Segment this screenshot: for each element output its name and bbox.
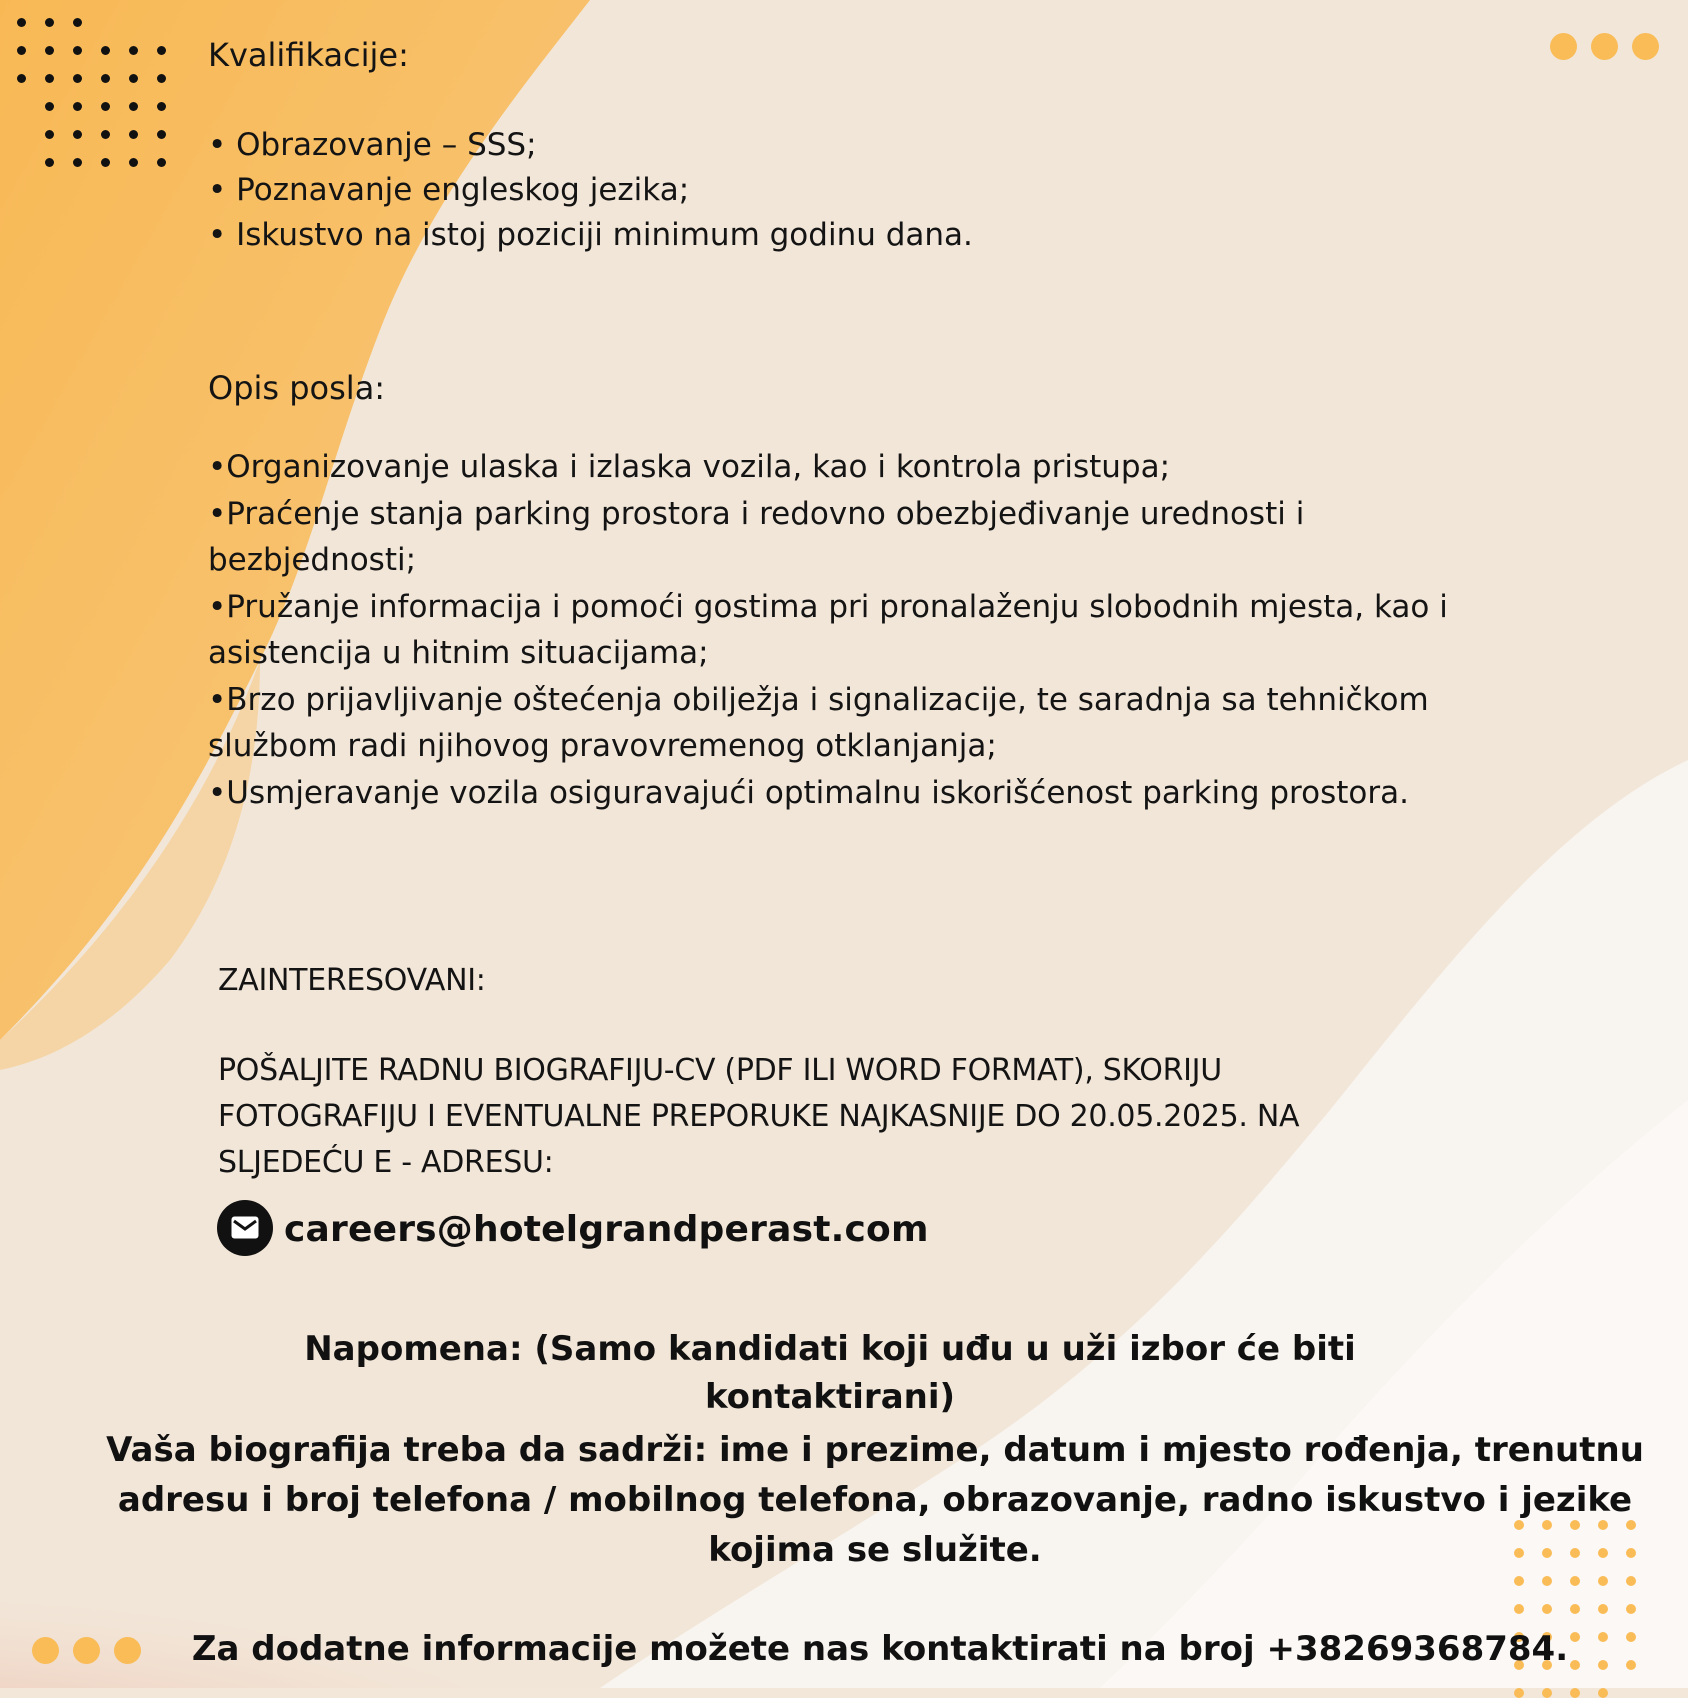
decorative-dot [1626, 1660, 1636, 1670]
qualification-item: • Obrazovanje – SSS; [208, 127, 537, 163]
decorative-dot [129, 46, 138, 55]
decorative-dot [157, 74, 166, 83]
decorative-dot [73, 1637, 100, 1664]
decorative-dot [1591, 33, 1618, 60]
decorative-dot [45, 158, 54, 167]
decorative-dot [157, 46, 166, 55]
decorative-dot [101, 46, 110, 55]
decorative-dot [129, 158, 138, 167]
decorative-dot [1598, 1660, 1608, 1670]
duty-item: •Organizovanje ulaska i izlaska vozila, kao i kontrola pristupa; [208, 449, 1171, 485]
decorative-dot [1598, 1688, 1608, 1698]
decorative-dot [157, 102, 166, 111]
decorative-dot [1514, 1576, 1524, 1586]
decorative-dot [17, 18, 26, 27]
contact-text: Za dodatne informacije možete nas kontaktirati na broj +38269368784. [191, 1629, 1569, 1669]
decorative-dot [73, 130, 82, 139]
email-link[interactable]: careers@hotelgrandperast.com [284, 1209, 929, 1250]
decorative-dot [1542, 1688, 1552, 1698]
decorative-dot [17, 46, 26, 55]
decorative-dot [1570, 1688, 1580, 1698]
decorative-dot [32, 1637, 59, 1664]
qualification-item: • Iskustvo na istoj poziciji minimum godinu dana. [208, 217, 973, 253]
duty-item: •Praćenje stanja parking prostora i redovno obezbjeđivanje urednosti i bezbjednosti; [208, 495, 1305, 578]
decorative-dot [157, 130, 166, 139]
decorative-dot [129, 102, 138, 111]
decorative-dot [73, 18, 82, 27]
decorative-dot [1626, 1576, 1636, 1586]
decorative-dot [1598, 1632, 1608, 1642]
interested-title: ZAINTERESOVANI: [218, 963, 486, 998]
decorative-dot [45, 130, 54, 139]
decorative-dot [1542, 1604, 1552, 1614]
decorative-dot [17, 74, 26, 83]
decorative-dot [45, 46, 54, 55]
decorative-dot [157, 158, 166, 167]
qualifications-section [208, 33, 1508, 258]
decorative-dot [114, 1637, 141, 1664]
decorative-dot [1542, 1576, 1552, 1586]
decorative-dot [1570, 1576, 1580, 1586]
decorative-dot [73, 46, 82, 55]
qualification-item: • Poznavanje engleskog jezika; [208, 172, 690, 208]
decorative-dot [101, 102, 110, 111]
job-description-title: Opis posla: [208, 369, 386, 407]
job-description-section [208, 366, 1498, 411]
decorative-dot [1598, 1604, 1608, 1614]
interested-body: POŠALJITE RADNU BIOGRAFIJU-CV (PDF ILI WORD FORMAT), SKORIJU FOTOGRAFIJU I EVENTUALNE PREPORUKE NAJKASNIJE DO 20.05.2025. NA SLJEDEĆU E - ADRESU: [218, 1053, 1300, 1180]
qualifications-title: Kvalifikacije: [208, 36, 409, 74]
job-description-list [208, 444, 1498, 816]
decorative-dot [1514, 1604, 1524, 1614]
duty-item: •Usmjeravanje vozila osiguravajući optimalnu iskorišćenost parking prostora. [208, 774, 1409, 811]
decorative-dot [73, 102, 82, 111]
decorative-dot [129, 130, 138, 139]
interested-section [218, 958, 1398, 1004]
decorative-dot [101, 158, 110, 167]
decorative-dot [73, 74, 82, 83]
cv-contents-text: Vaša biografija treba da sadrži: ime i prezime, datum i mjesto rođenja, trenutnu adresu i broj telefona / mobilnog telefona, obrazovanje, radno iskustvo i jezike kojima se služite. [106, 1430, 1644, 1570]
decorative-dot [1514, 1688, 1524, 1698]
duty-item: •Pružanje informacija i pomoći gostima pri pronalaženju slobodnih mjesta, kao i asistencija u hitnim situacijama; [208, 588, 1448, 671]
decorative-dot [1626, 1632, 1636, 1642]
note-text: Napomena: (Samo kandidati koji uđu u uži izbor će biti kontaktirani) [304, 1329, 1356, 1417]
decorative-dot [1626, 1604, 1636, 1614]
decorative-dot [45, 102, 54, 111]
duty-item: •Brzo prijavljivanje oštećenja obilježja i signalizacije, te saradnja sa tehničkom službom radi njihovog pravovremenog otklanjanja; [208, 681, 1429, 764]
decorative-dot [1570, 1604, 1580, 1614]
decorative-dot [45, 74, 54, 83]
decorative-dot [1632, 33, 1659, 60]
decorative-dot [1550, 33, 1577, 60]
decorative-dot [45, 18, 54, 27]
decorative-dot [101, 74, 110, 83]
decorative-dot [101, 130, 110, 139]
envelope-icon [217, 1200, 273, 1256]
decorative-dot [1598, 1576, 1608, 1586]
decorative-dot [129, 74, 138, 83]
decorative-dot [73, 158, 82, 167]
